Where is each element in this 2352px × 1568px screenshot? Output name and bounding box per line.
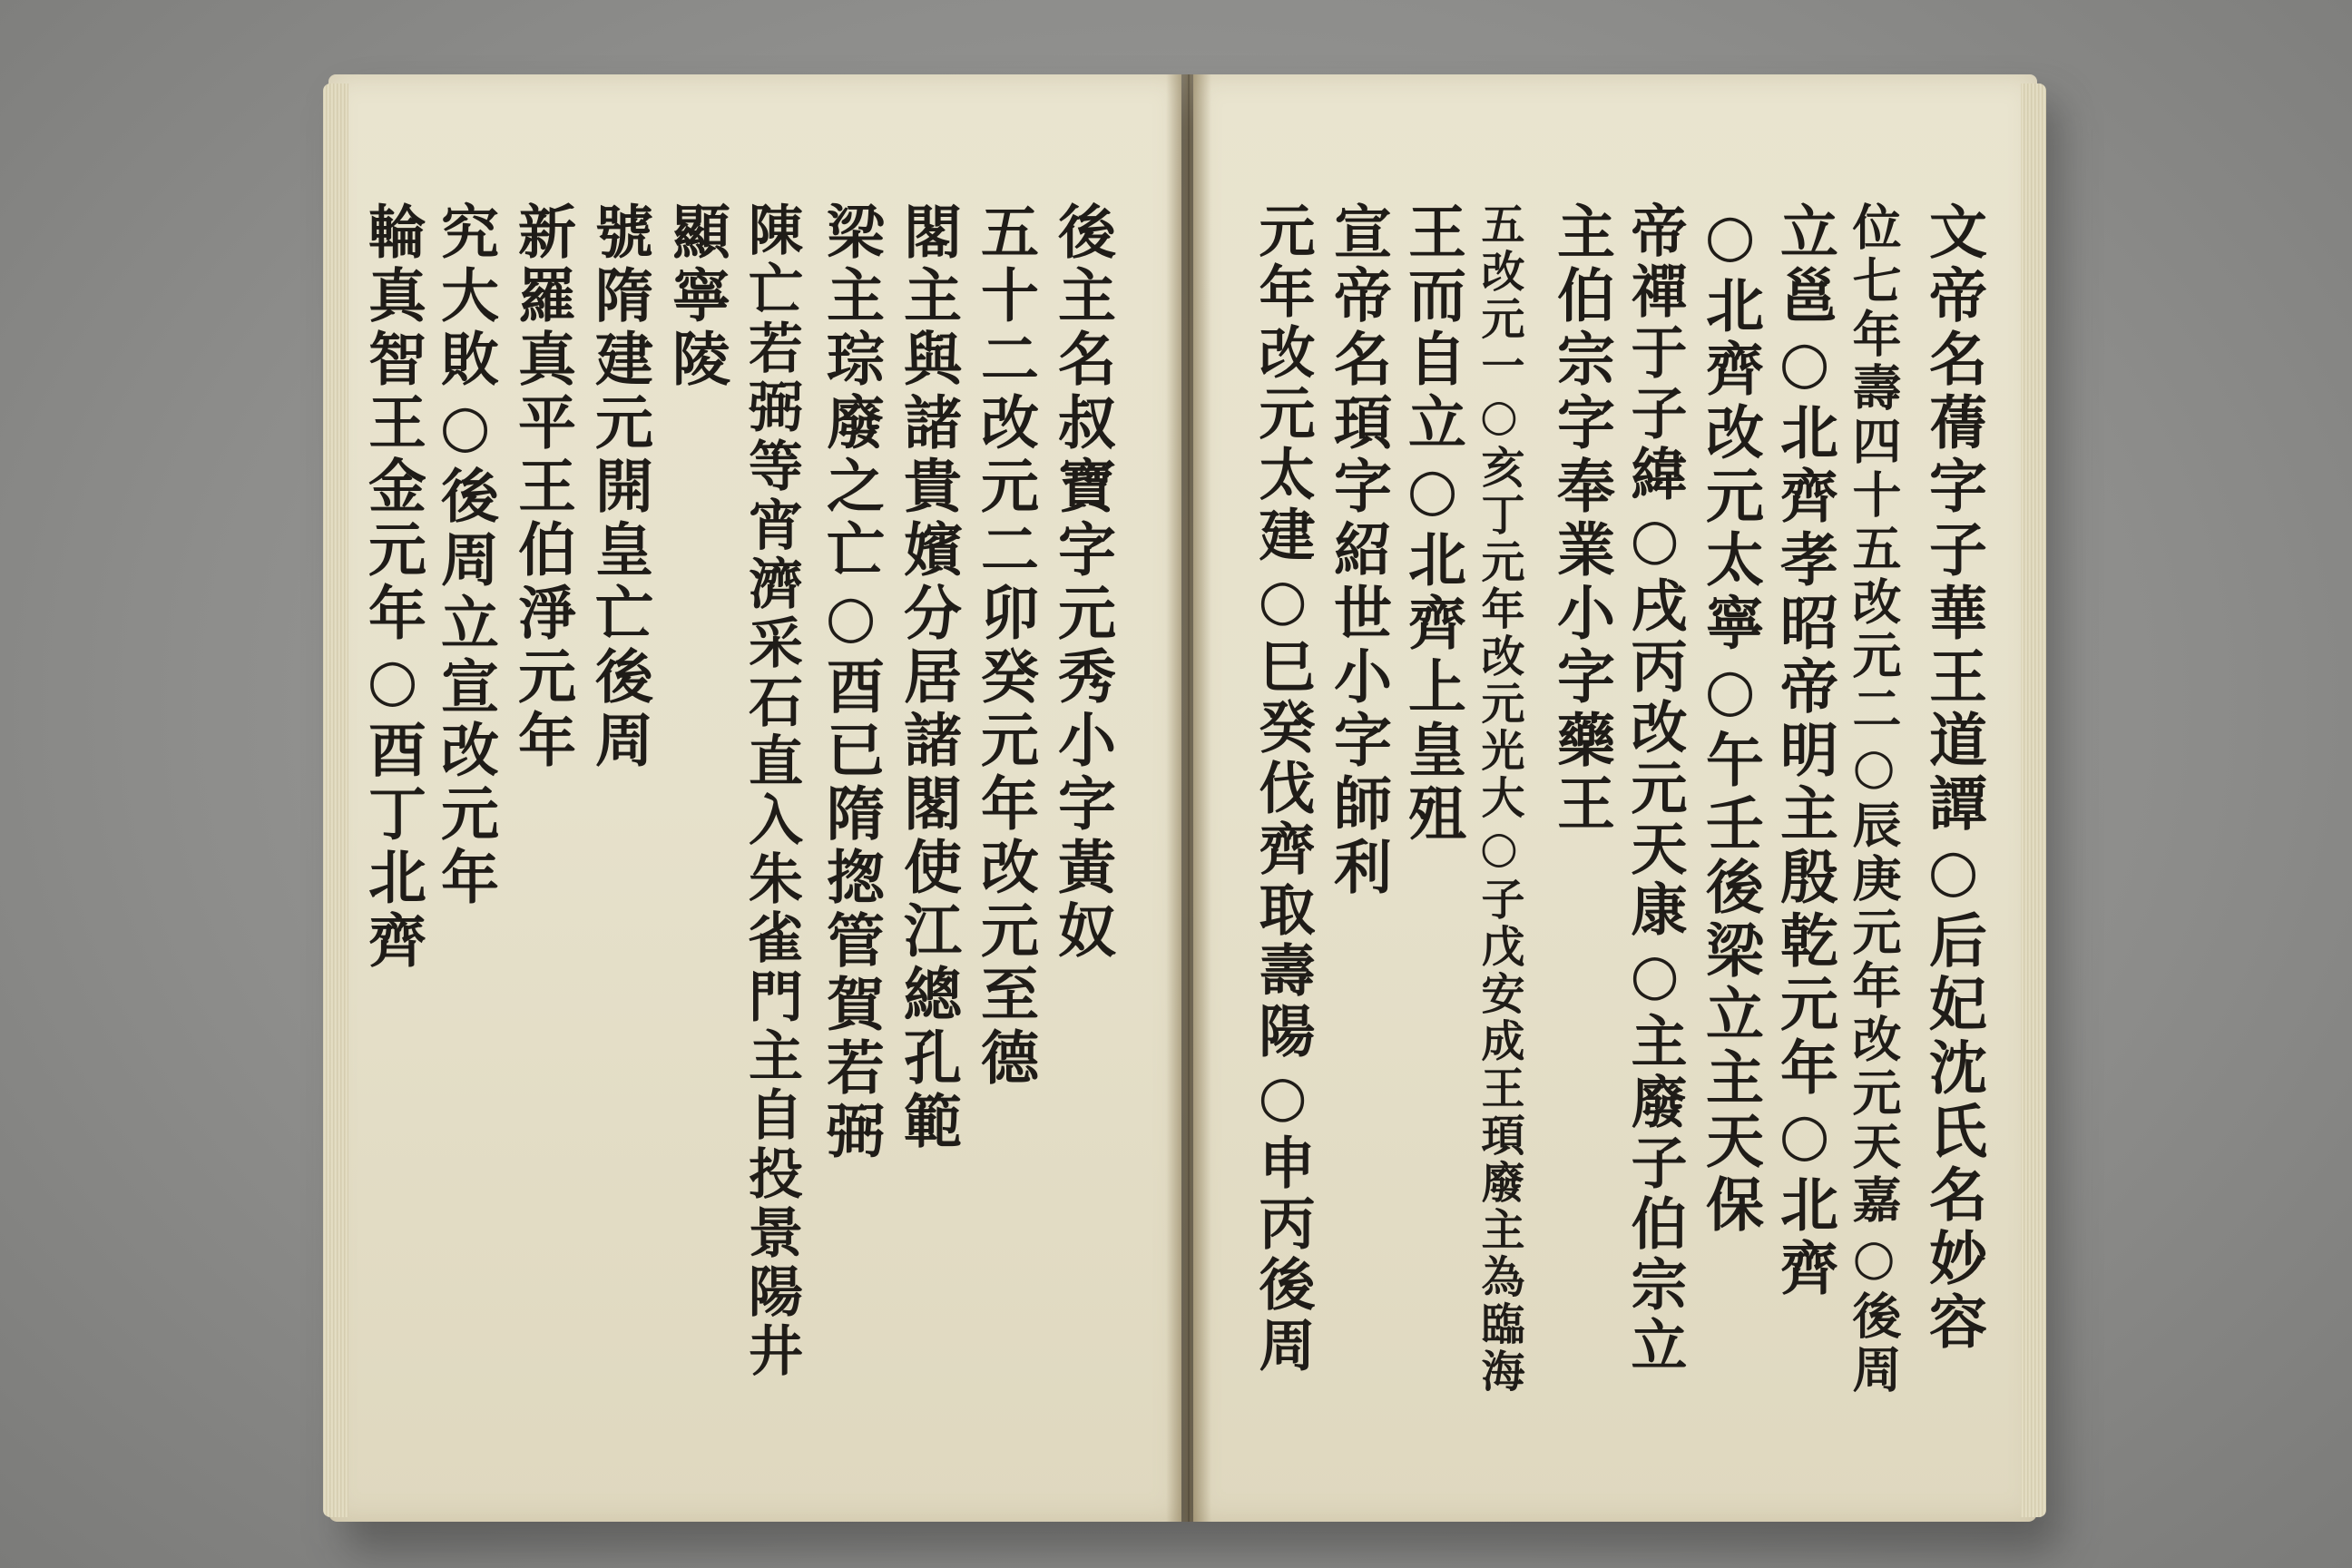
right-col-7: 五改元一○亥丁元年改元光大○子戊安成王頊廢主為臨海 <box>1474 201 1524 1396</box>
left-col-4: 梁主琮廢之亡○酉已隋揔管賀若弼 <box>817 201 885 1164</box>
right-col-9: 宣帝名頊字紹世小字師利 <box>1324 201 1392 900</box>
left-page-edge <box>323 83 348 1517</box>
left-col-3: 閣主與諸貴嬪分居諸閣使江總孔範 <box>894 201 962 1154</box>
right-col-1: 文帝名蒨字子華王道譚○后妃沈氏名妙容 <box>1919 201 1987 1355</box>
right-col-3: 立邕○北齊孝昭帝明主殷乾元年○北齊 <box>1770 201 1838 1301</box>
left-col-7: 號隋建元開皇亡後周 <box>585 201 653 773</box>
right-page-edge <box>2021 83 2046 1517</box>
right-col-8: 王而自立○北齊上皇殂 <box>1398 201 1466 847</box>
left-col-6: 顯寧陵 <box>662 201 730 392</box>
left-col-2: 五十二改元二卯癸元年改元至德 <box>971 201 1039 1091</box>
book-gutter <box>1166 74 1211 1522</box>
open-book <box>318 74 2042 1522</box>
right-col-4: ○北齊改元太寧○午壬後梁立主天保 <box>1696 201 1764 1238</box>
left-col-10: 輪真智王金元年○酉丁北齊 <box>358 201 426 974</box>
left-col-8: 新羅真平王伯淨元年 <box>508 201 576 773</box>
right-col-6: 主伯宗字奉業小字藥王 <box>1547 201 1615 837</box>
left-col-5: 陳亡若弼等宵濟采石直入朱雀門主自投景陽井 <box>740 201 803 1381</box>
right-col-2: 位七年壽四十五改元二○辰庚元年改元天嘉○後周 <box>1845 201 1903 1397</box>
right-page <box>1193 74 2037 1522</box>
right-col-10: 元年改元太建○巳癸伐齊取壽陽○申丙後周 <box>1250 201 1316 1377</box>
right-col-5: 帝禪于子緯○戌丙改元天康○主廢子伯宗立 <box>1622 201 1688 1377</box>
left-col-9: 究大敗○後周立宣改元年 <box>431 201 499 910</box>
left-col-1: 後主名叔寶字元秀小字黃奴 <box>1048 201 1116 964</box>
